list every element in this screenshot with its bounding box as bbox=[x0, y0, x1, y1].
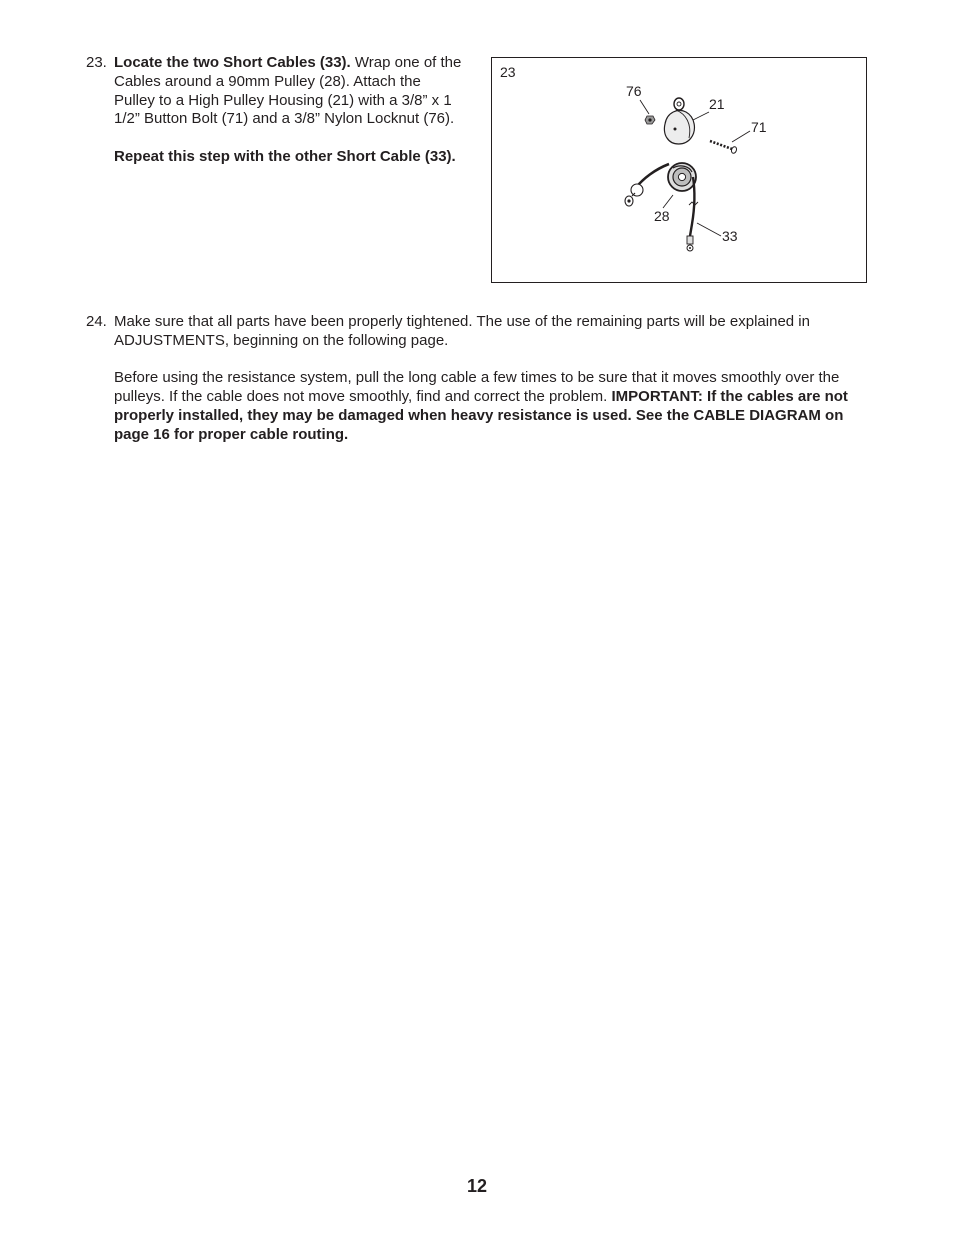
step-body bbox=[114, 54, 464, 167]
callout-cable: 33 bbox=[722, 228, 738, 244]
repeat-bold: Repeat this step with the other Short Cable (33). bbox=[114, 147, 456, 165]
housing-icon bbox=[664, 98, 694, 144]
callout-pulley: 28 bbox=[654, 208, 670, 224]
step-paragraph-1: Make sure that all parts have been properly tightened. The use of the remaining parts will be explained in ADJUSTMENTS, beginning on the following page. bbox=[114, 313, 810, 349]
step-number: 24. bbox=[86, 313, 107, 330]
step-lead-bold: Locate the two Short Cables (33). bbox=[114, 54, 351, 71]
step-instruction bbox=[114, 54, 464, 129]
pulley-icon bbox=[668, 163, 696, 191]
important-note: IMPORTANT: If the cables are not properly installed, they may be damaged when heavy resistance is used. See the CABLE DIAGRAM on page 16 for proper cable routing. bbox=[114, 388, 848, 443]
step-lead-text: Wrap one of the Cables around a 90mm Pulley (28). Attach the Pulley to a High Pulley Housing (21) with a 3/8” x 1 1/2” Button Bolt (71) and a 3/8” Nylon Locknut (76). bbox=[114, 54, 462, 128]
assembly-figure bbox=[491, 57, 867, 283]
paragraph-text: Before using the resistance system, pull the long cable a few times to be sure that it moves smoothly over the pulleys. If the cable does not move smoothly, find and correct the problem. bbox=[114, 369, 840, 406]
callout-housing: 21 bbox=[709, 96, 725, 112]
locknut-icon bbox=[645, 116, 655, 124]
step-body bbox=[114, 313, 876, 445]
pulley-assembly-drawing bbox=[492, 58, 868, 284]
callout-locknut: 76 bbox=[626, 83, 642, 99]
bolt-icon bbox=[710, 141, 737, 154]
page-number: 12 bbox=[466, 1176, 488, 1196]
step-number: 23. bbox=[86, 54, 107, 71]
step-repeat-note bbox=[114, 148, 464, 167]
figure-step-label: 23 bbox=[500, 64, 516, 80]
callout-bolt: 71 bbox=[751, 119, 767, 135]
step-paragraph-2 bbox=[114, 369, 876, 444]
